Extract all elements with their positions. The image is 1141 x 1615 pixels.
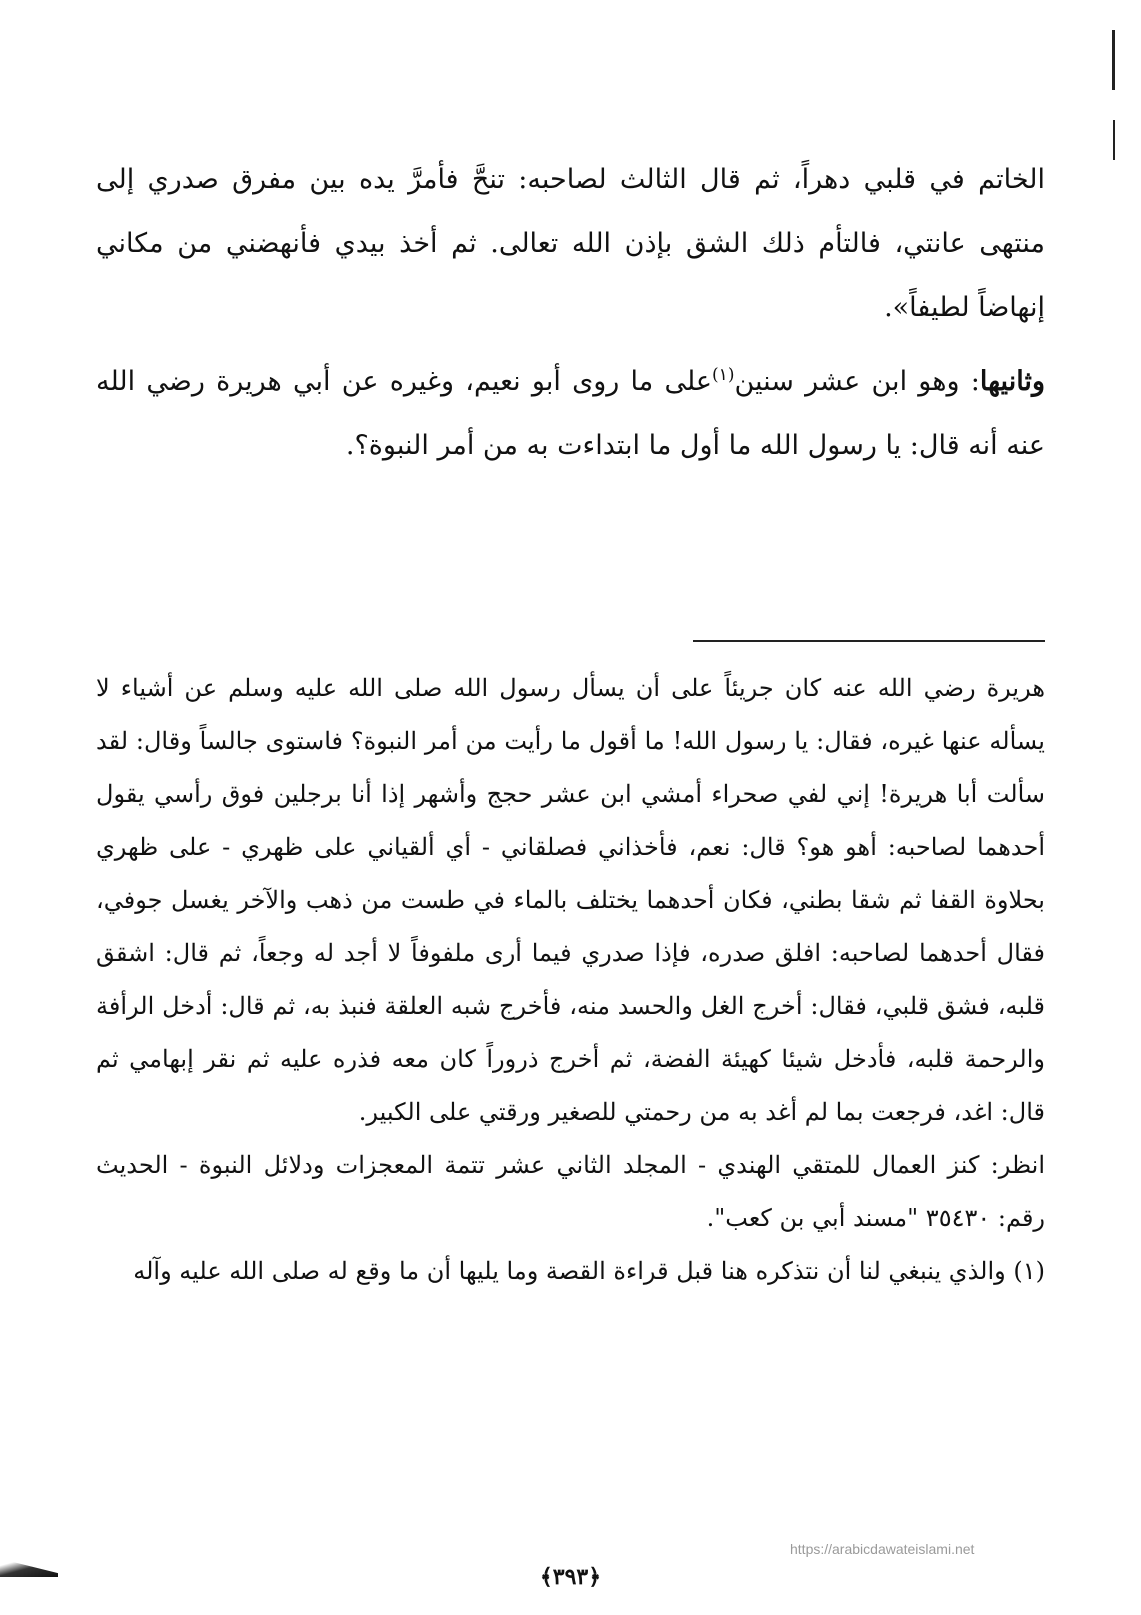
scan-edge-mark [1113,120,1115,160]
footnotes [96,662,1045,1298]
footnote-separator [693,640,1045,642]
paragraph-text: : وهو ابن عشر سنين [734,366,980,397]
main-text [96,148,1045,478]
footnote-reference: (١) [712,365,735,385]
page-number: ﴿٣٩٣﴾ [539,1564,602,1590]
footnote-1: (١) والذي ينبغي لنا أن نتذكره هنا قبل قراءة القصة وما يليها أن ما وقع له صلى الله عليه وآله [133,1257,1045,1285]
paragraph-text: على ما روى أبو نعيم، وغيره عن أبي هريرة رضي الله عنه أنه قال: يا رسول الله ما أول ما ابتداءت به من أمر النبوة؟. [96,366,1045,461]
footnote-continued: هريرة رضي الله عنه كان جريئاً على أن يسأل رسول الله صلى الله عليه وسلم عن أشياء لا يسأله عنها غيره، فقال: يا رسول الله! ما أقول ما رأيت من أمر النبوة؟ فاستوى جالساً وقال: لقد سألت أبا هريرة! إني لفي صحراء أمشي ابن عشر حجج وأشهر إذا أنا برجلين فوق رأسي يقول أحدهما لصاحبه: أهو هو؟ قال: نعم، فأخذاني فصلقاني - أي ألقياني على ظهري - على ظهري بحلاوة القفا ثم شقا بطني، فكان أحدهما يختلف بالماء في طست من ذهب والآخر يغسل جوفي، فقال أحدهما لصاحبه: افلق صدره، فإذا صدري فيما أرى ملفوفاً لا أجد له وجعاً، ثم قال: اشقق قلبه، فشق قلبي، فقال: أخرج الغل والحسد منه، فأخرج شبه العلقة فنبذ به، ثم قال: أدخل الرأفة والرحمة قلبه، فأدخل شيئا كهيئة الفضة، ثم أخرج ذروراً كان معه فذره عليه ثم نقر إبهامي ثم قال: اغد، فرجعت بما لم أغد به من رحمتي للصغير ورقتي على الكبير. [96,674,1045,1126]
paragraph-lead-word: وثانيها [979,366,1045,397]
main-paragraph: الخاتم في قلبي دهراً، ثم قال الثالث لصاحبه: تنحَّ فأمرَّ يده بين مفرق صدري إلى منتهى عانتي، فالتأم ذلك الشق بإذن الله تعالى. ثم أخذ بيدي فأنهضني من مكاني إنهاضاً لطيفاً». [96,164,1045,323]
main-paragraph [96,350,1045,478]
footnote-reference-line: انظر: كنز العمال للمتقي الهندي - المجلد الثاني عشر تتمة المعجزات ودلائل النبوة - الحديث رقم: ٣٥٤٣٠ "مسند أبي بن كعب". [96,1151,1045,1232]
watermark-url: https://arabicdawateislami.net [790,1541,975,1557]
scan-edge-mark [1112,30,1115,90]
